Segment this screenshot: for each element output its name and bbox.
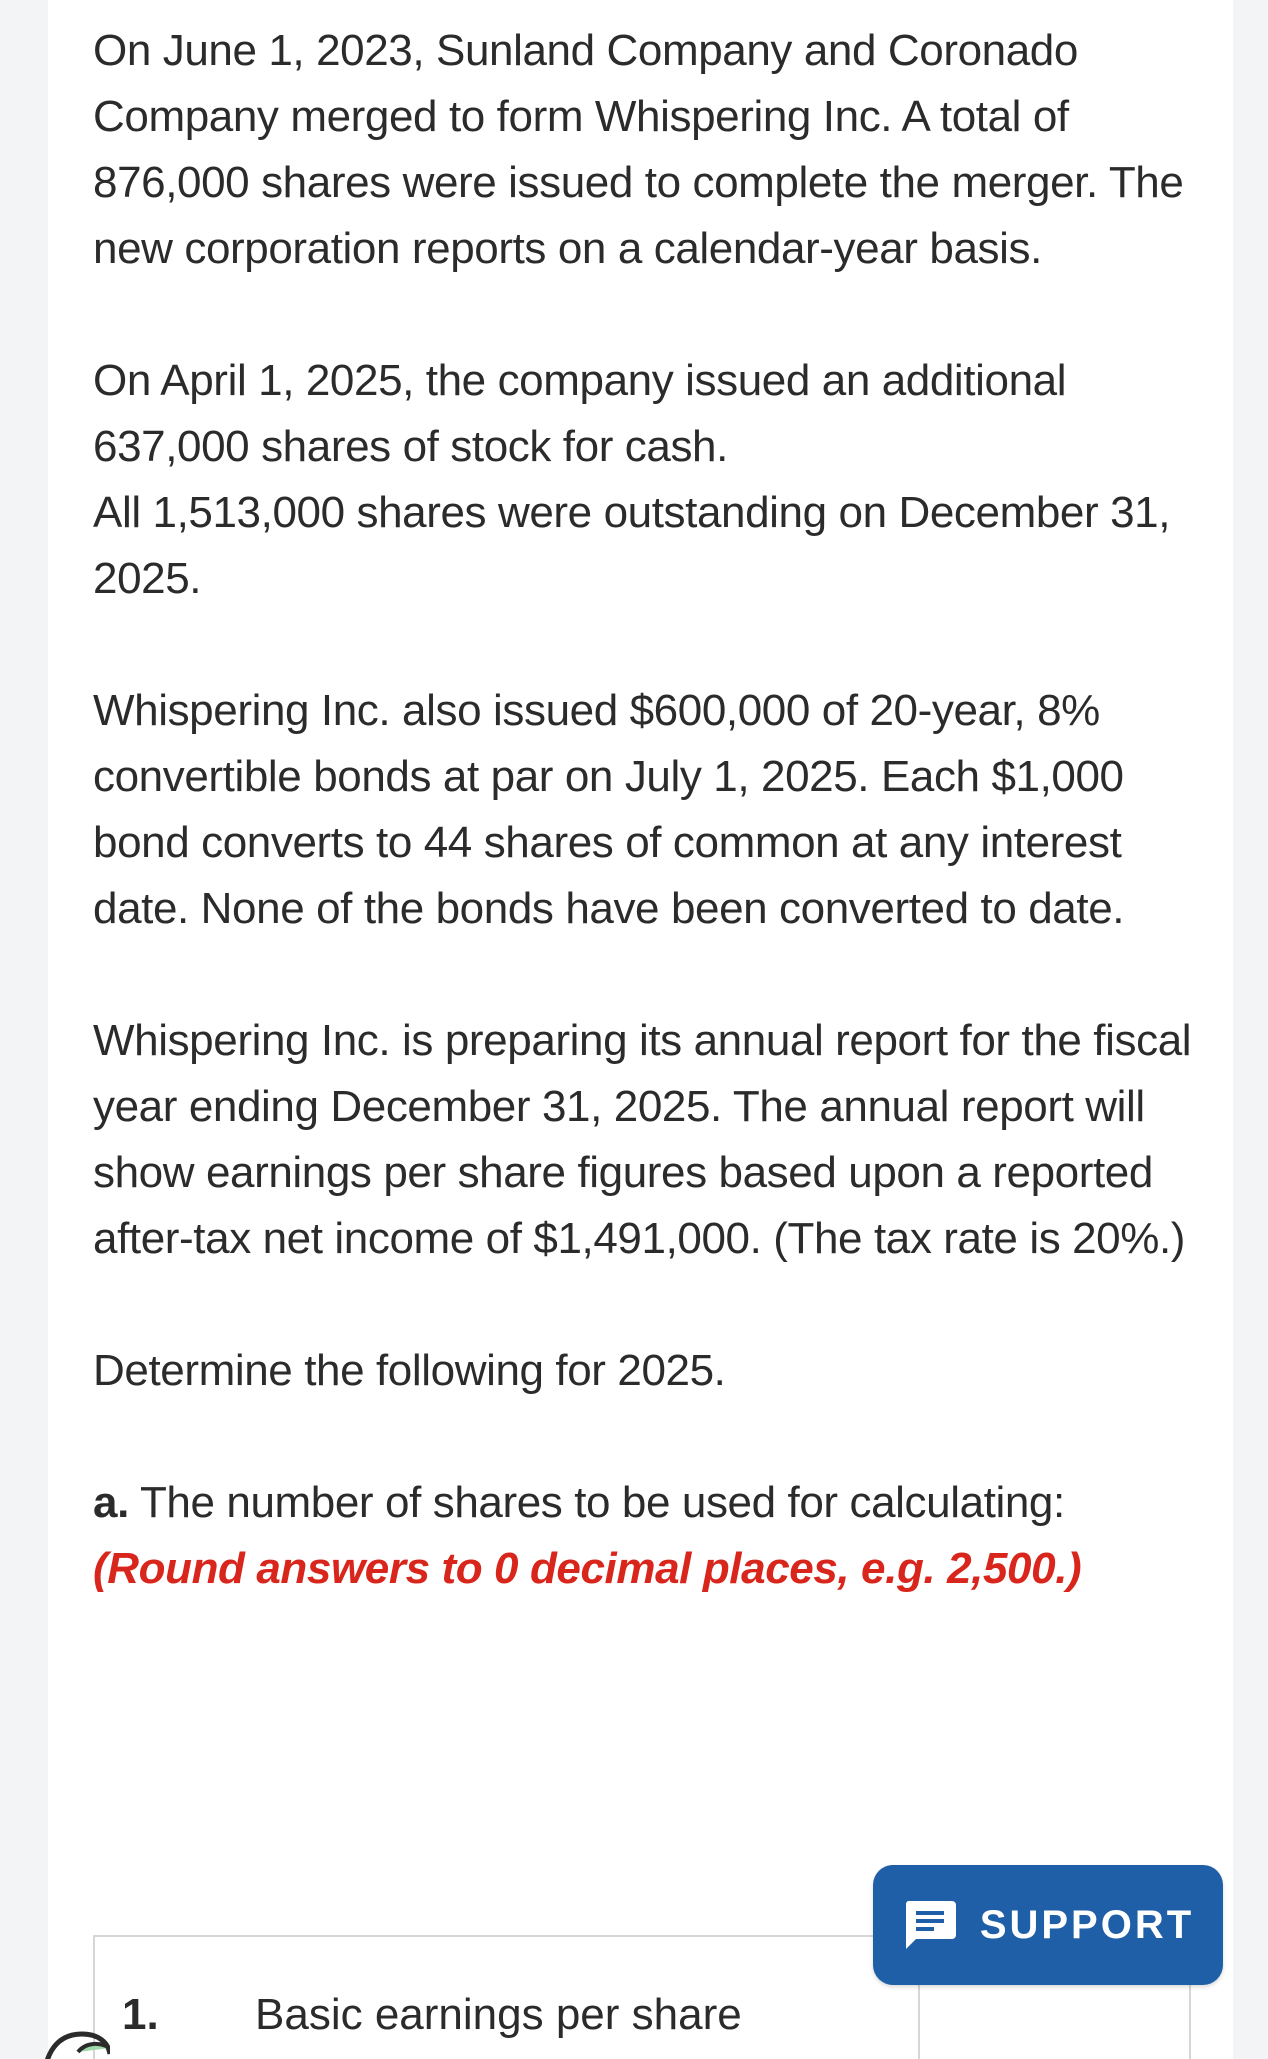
part-a-text: The number of shares to be used for calculating: — [139, 1478, 1065, 1527]
answer-input-basic-eps-shares[interactable] — [918, 1985, 1191, 2059]
rounding-instruction: (Round answers to 0 decimal places, e.g. 2,500.) — [93, 1544, 1082, 1593]
support-button-label: SUPPORT — [979, 1902, 1195, 1947]
problem-paragraph-5: Determine the following for 2025. — [93, 1346, 726, 1395]
problem-paragraph-2-line-1: On April 1, 2025, the company issued an additional 637,000 shares of stock for cash. — [93, 356, 1067, 471]
avatar[interactable] — [38, 2012, 110, 2059]
problem-paragraph-2 — [93, 348, 1213, 612]
part-a-letter: a. — [93, 1478, 129, 1527]
problem-text — [93, 18, 1213, 1602]
support-button[interactable] — [873, 1865, 1223, 1985]
chat-bubble-icon — [902, 1897, 958, 1953]
problem-paragraph-1: On June 1, 2023, Sunland Company and Coronado Company merged to form Whispering Inc. A total of 876,000 shares were issued to complete the merger. The new corporation reports on a calendar-year basis. — [93, 26, 1184, 273]
avatar-icon — [38, 2012, 110, 2059]
part-a-prompt — [93, 1470, 1213, 1602]
problem-paragraph-3: Whispering Inc. also issued $600,000 of 20-year, 8% convertible bonds at par on July 1, 2025. Each $1,000 bond converts to 44 shares of common at any interest date. None of the bonds have been converted to date. — [93, 686, 1125, 933]
answer-row-label: Basic earnings per share — [255, 1990, 742, 2039]
problem-paragraph-2-line-2: All 1,513,000 shares were outstanding on December 31, 2025. — [93, 488, 1171, 603]
answer-row-number: 1. — [122, 1990, 159, 2039]
problem-paragraph-4: Whispering Inc. is preparing its annual report for the fiscal year ending December 31, 2025. The annual report will show earnings per share figures based upon a reported after-tax net income of $1,491,000. (The tax rate is 20%.) — [93, 1016, 1192, 1263]
